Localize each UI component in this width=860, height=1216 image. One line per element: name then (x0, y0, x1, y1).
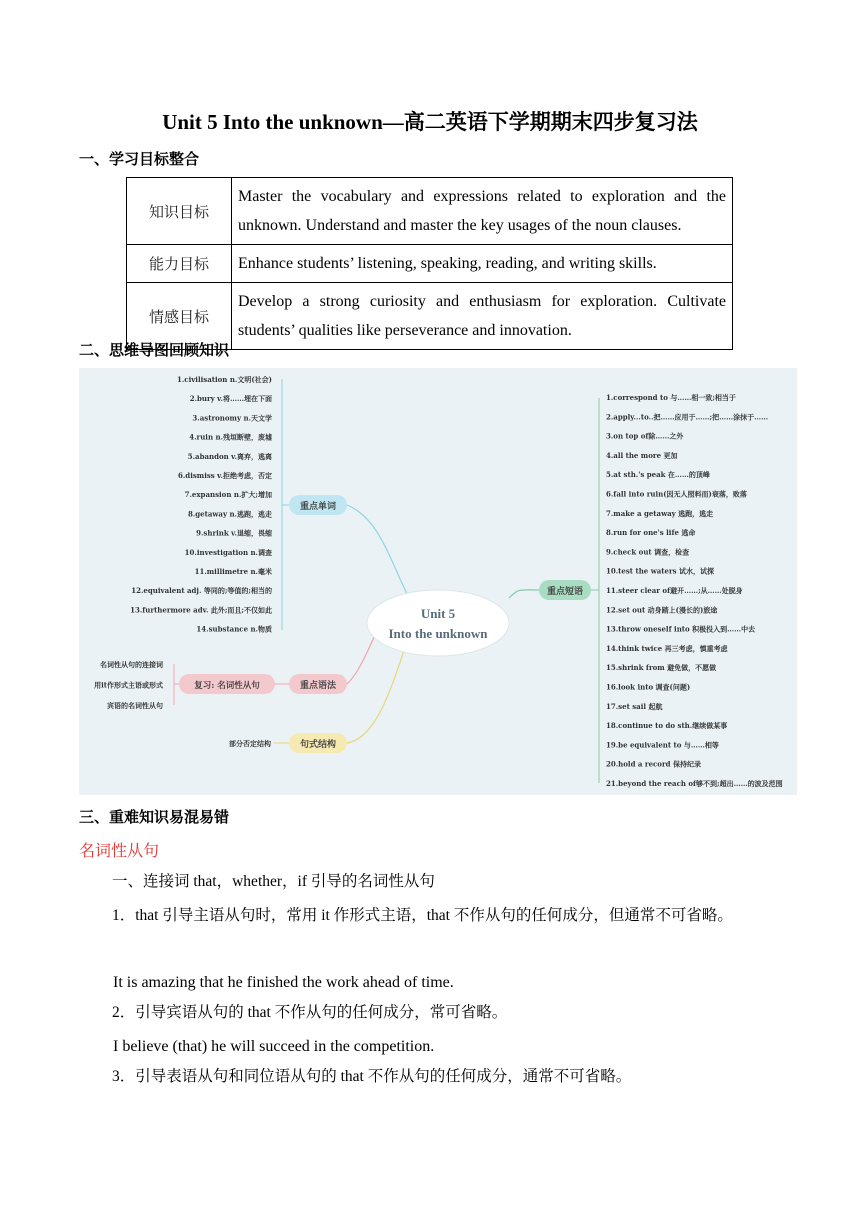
center-subtitle: Into the unknown (388, 626, 488, 641)
phrase-item: 19.be equivalent to 与……相等 (606, 740, 719, 750)
phrase-item: 2.apply...to..把……应用于……;把……涂抹于…… (606, 412, 769, 422)
vocab-item: 4.ruin n.残垣断壁，废墟 (189, 432, 272, 442)
vocab-item: 12.equivalent adj. 等同的;等值的;相当的 (131, 586, 272, 596)
paragraph: 3．引导表语从句和同位语从句的 that 不作从句的任何成分，通常不可省略。 (112, 1068, 632, 1085)
section-heading-key-points: 三、重难知识易混易错 (79, 808, 230, 826)
grammar-item: 名词性从句的连接词 (100, 660, 163, 669)
phrases-label: 重点短语 (546, 587, 584, 597)
section-heading-goals: 一、学习目标整合 (79, 150, 200, 168)
section-heading-mindmap: 二、思维导图回顾知识 (79, 341, 230, 359)
vocab-item: 14.substance n.物质 (196, 624, 272, 634)
example-sentence: It is amazing that he finished the work ahead of time. (113, 974, 454, 991)
phrase-item: 21.beyond the reach of够不到;超出……的波及范围 (606, 779, 783, 788)
structure-label: 句式结构 (299, 740, 337, 750)
vocab-label: 重点单词 (299, 502, 337, 512)
goal-desc: Master the vocabulary and expressions related to exploration and the unknown. Understand and master the key usages of the noun clauses. (232, 178, 733, 245)
goals-table (126, 177, 733, 350)
vocab-list (130, 375, 272, 634)
goal-desc: Enhance students’ listening, speaking, reading, and writing skills. (232, 245, 733, 283)
structure-connector (347, 636, 409, 743)
vocab-connector (347, 505, 409, 598)
grammar-sub-label: 复习: 名词性从句 (194, 681, 260, 691)
phrase-item: 16.look into 调查(问题) (606, 682, 691, 692)
vocab-item: 8.getaway n.逃跑，逃走 (187, 509, 272, 519)
phrase-item: 8.run for one's life 逃命 (606, 528, 696, 538)
phrase-item: 9.check out 调查，检查 (606, 547, 690, 557)
paragraph: 一、连接词 that，whether，if 引导的名词性从句 (112, 873, 435, 890)
phrase-item: 13.throw oneself into 积极投入到……中去 (606, 624, 756, 634)
phrase-item: 11.steer clear of避开……;从……处脱身 (606, 586, 743, 595)
phrase-item: 14.think twice 再三考虑，慎重考虑 (606, 643, 728, 653)
structure-list (229, 739, 271, 748)
vocab-item: 9.shrink v.退缩，畏缩 (196, 528, 272, 538)
vocab-item: 11.millimetre n.毫米 (194, 567, 272, 576)
page-title: Unit 5 Into the unknown—高二英语下学期期末四步复习法 (162, 110, 698, 134)
goal-label: 能力目标 (127, 245, 232, 283)
phrase-item: 12.set out 动身踏上(漫长的)旅途 (606, 605, 718, 615)
vocab-item: 1.civilisation n.文明(社会) (177, 375, 272, 384)
vocab-item: 3.astronomy n.天文学 (192, 413, 272, 423)
phrase-item: 6.fall into ruin(因无人照料而)衰落，败落 (606, 489, 747, 499)
structure-item: 部分否定结构 (229, 739, 271, 748)
phrases-connector (509, 590, 539, 598)
grammar-list (94, 660, 163, 710)
mind-map-canvas (79, 368, 797, 795)
grammar-item: 宾语的名词性从句 (107, 701, 163, 710)
phrase-item: 18.continue to do sth.继续做某事 (606, 721, 728, 731)
center-title: Unit 5 (420, 606, 456, 621)
table-row (127, 245, 733, 283)
vocab-item: 13.furthermore adv. 此外;而且;不仅如此 (130, 605, 272, 615)
phrase-item: 20.hold a record 保持纪录 (606, 759, 701, 769)
phrase-item: 5.at sth.'s peak 在……的顶峰 (606, 470, 710, 480)
goal-desc: Develop a strong curiosity and enthusiasm for exploration. Cultivate students’ qualities like perseverance and innovation. (232, 283, 733, 350)
grammar-item: 用it作形式主语或形式 (94, 680, 163, 690)
phrase-item: 7.make a getaway 逃跑，逃走 (606, 508, 714, 518)
phrase-item: 1.correspond to 与……相一致;相当于 (606, 393, 736, 402)
phrase-item: 15.shrink from 避免做，不愿做 (606, 663, 717, 673)
center-node (367, 590, 509, 656)
paragraph: 1．that 引导主语从句时，常用 it 作形式主语，that 不作从句的任何成分，但通常不可省略。 (112, 907, 733, 924)
grammar-label: 重点语法 (299, 681, 337, 691)
paragraph: 2．引导宾语从句的 that 不作从句的任何成分，常可省略。 (112, 1004, 508, 1021)
goal-label: 知识目标 (127, 178, 232, 245)
vocab-item: 10.investigation n.调查 (184, 547, 272, 557)
mind-map (79, 368, 797, 795)
phrase-item: 4.all the more 更加 (606, 450, 678, 460)
example-sentence: I believe (that) he will succeed in the competition. (113, 1038, 435, 1055)
phrase-item: 17.set sail 起航 (606, 701, 663, 711)
vocab-item: 5.abandon v.离弃，逃离 (187, 451, 272, 461)
vocab-item: 2.bury v.将……埋在下面 (189, 394, 272, 404)
goal-label: 情感目标 (127, 283, 232, 350)
table-row (127, 178, 733, 245)
topic-heading: 名词性从句 (79, 841, 160, 860)
phrase-item: 3.on top of除……之外 (606, 431, 684, 441)
vocab-item: 6.dismiss v.拒绝考虑，否定 (178, 471, 272, 480)
vocab-item: 7.expansion n.扩大;增加 (184, 490, 272, 500)
phrase-item: 10.test the waters 试水，试探 (606, 566, 715, 576)
phrase-list (606, 393, 783, 788)
